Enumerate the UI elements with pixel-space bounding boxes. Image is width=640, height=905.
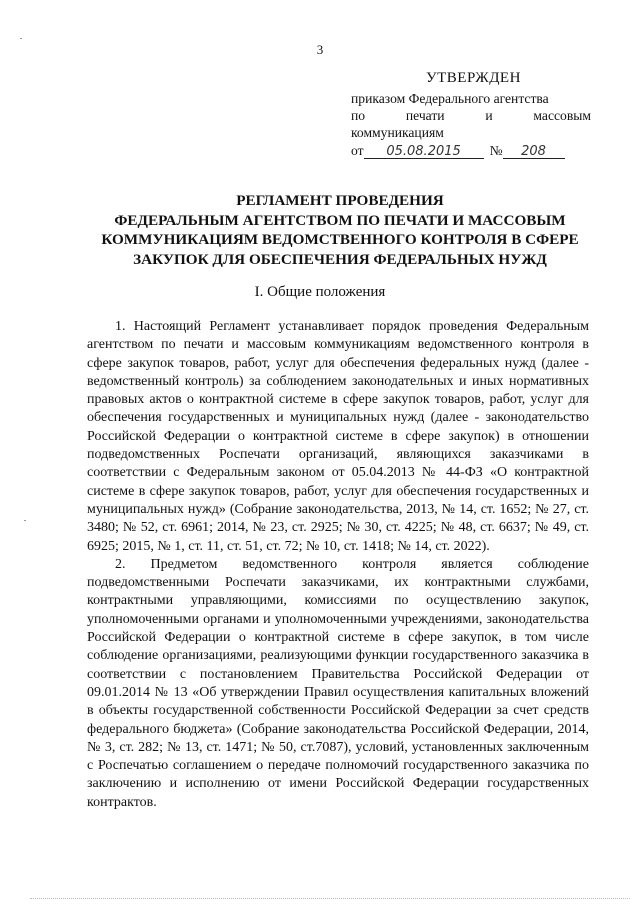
paragraph: 1. Настоящий Регламент устанавливает порядок проведения Федеральным агентством по печати и массовым коммуникациям ведомственного контроля в сфере закупок товаров, работ, услуг для обеспечения федеральных нужд (далее - ведомственный контроль) за соблюдением законодательных и иных нормативных правовых актов о контрактной системе в сфере закупок товаров, работ, услуг для обеспечения государственных и муниципальных нужд (далее - законодательство Российской Федерации о контрактной системе в сфере закупок) в отношении подведомственных Роспечати организаций, являющихся заказчиками в соответствии с Федеральным законом от 05.04.2013 № 44-ФЗ «О контрактной системе в сфере закупок товаров, работ, услуг для обеспечения государственных и муниципальных нужд» (Собрание законодательства, 2013, № 14, ст. 1652; № 27, ст. 3480; № 52, ст. 6961; 2014, № 23, ст. 2925; № 30, ст. 4225; № 48, ст. 6637; № 49, ст. 6925; 2015, № 1, ст. 11, ст. 51, ст. 72; № 10, ст. 1418; № 14, ст. 2022). — [87, 319, 589, 554]
scan-speck — [24, 520, 26, 521]
approval-line-3: коммуникациям — [351, 125, 444, 140]
scan-artifact-line — [30, 898, 630, 899]
scan-speck — [20, 38, 22, 39]
title-line: КОММУНИКАЦИЯМ ВЕДОМСТВЕННОГО КОНТРОЛЯ В СФЕРЕ — [101, 231, 579, 248]
approval-word: печати — [405, 108, 445, 123]
title-line: ФЕДЕРАЛЬНЫМ АГЕНТСТВОМ ПО ПЕЧАТИ И МАССОВЫМ — [114, 211, 566, 229]
section-heading: I. Общие положения — [254, 284, 386, 300]
approval-word: и — [485, 108, 493, 123]
approval-date-line — [351, 142, 591, 159]
title-line: РЕГЛАМЕНТ ПРОВЕДЕНИЯ — [236, 192, 444, 209]
number-field — [503, 142, 565, 159]
approval-line-1: приказом Федерального агентства — [351, 91, 549, 106]
title-line: ЗАКУПОК ДЛЯ ОБЕСПЕЧЕНИЯ ФЕДЕРАЛЬНЫХ НУЖД — [133, 250, 547, 268]
document-body — [87, 318, 589, 812]
approval-word: массовым — [533, 108, 591, 123]
handwritten-date: 05.08.2015 — [386, 144, 461, 159]
page-number: 3 — [316, 42, 324, 57]
approval-title: УТВЕРЖДЕН — [426, 70, 521, 86]
number-prefix: № — [489, 143, 503, 158]
approval-word: по — [351, 108, 366, 123]
document-title — [60, 191, 620, 269]
date-field — [364, 142, 484, 159]
date-prefix: от — [351, 143, 364, 158]
approval-stamp — [351, 70, 591, 159]
handwritten-number: 208 — [521, 144, 546, 159]
approval-line-2 — [351, 107, 591, 124]
paragraph: 2. Предметом ведомственного контроля является соблюдение подведомственными Роспечати заказчиками, их контрактными службами, контрактными управляющими, комиссиями по осуществлению закупок, уполномоченными органами и уполномоченными учреждениями, законодательства Российской Федерации о контрактной системе в сфере закупок, в том числе соблюдение организациями, реализующими функции государственного заказчика в соответствии с постановлением Правительства Российской Федерации от 09.01.2014 № 13 «Об утверждении Правил осуществления капитальных вложений в объекты государственной собственности Российской Федерации за счет средств федерального бюджета» (Собрание законодательства Российской Федерации, 2014, № 3, ст. 282; № 13, ст. 1471; № 50, ст.7087), условий, установленных заключенным с Роспечатью соглашением о передаче полномочий государственного заказчика по заключению и исполнению от имени Российской Федерации государственных контрактов. — [87, 556, 589, 810]
